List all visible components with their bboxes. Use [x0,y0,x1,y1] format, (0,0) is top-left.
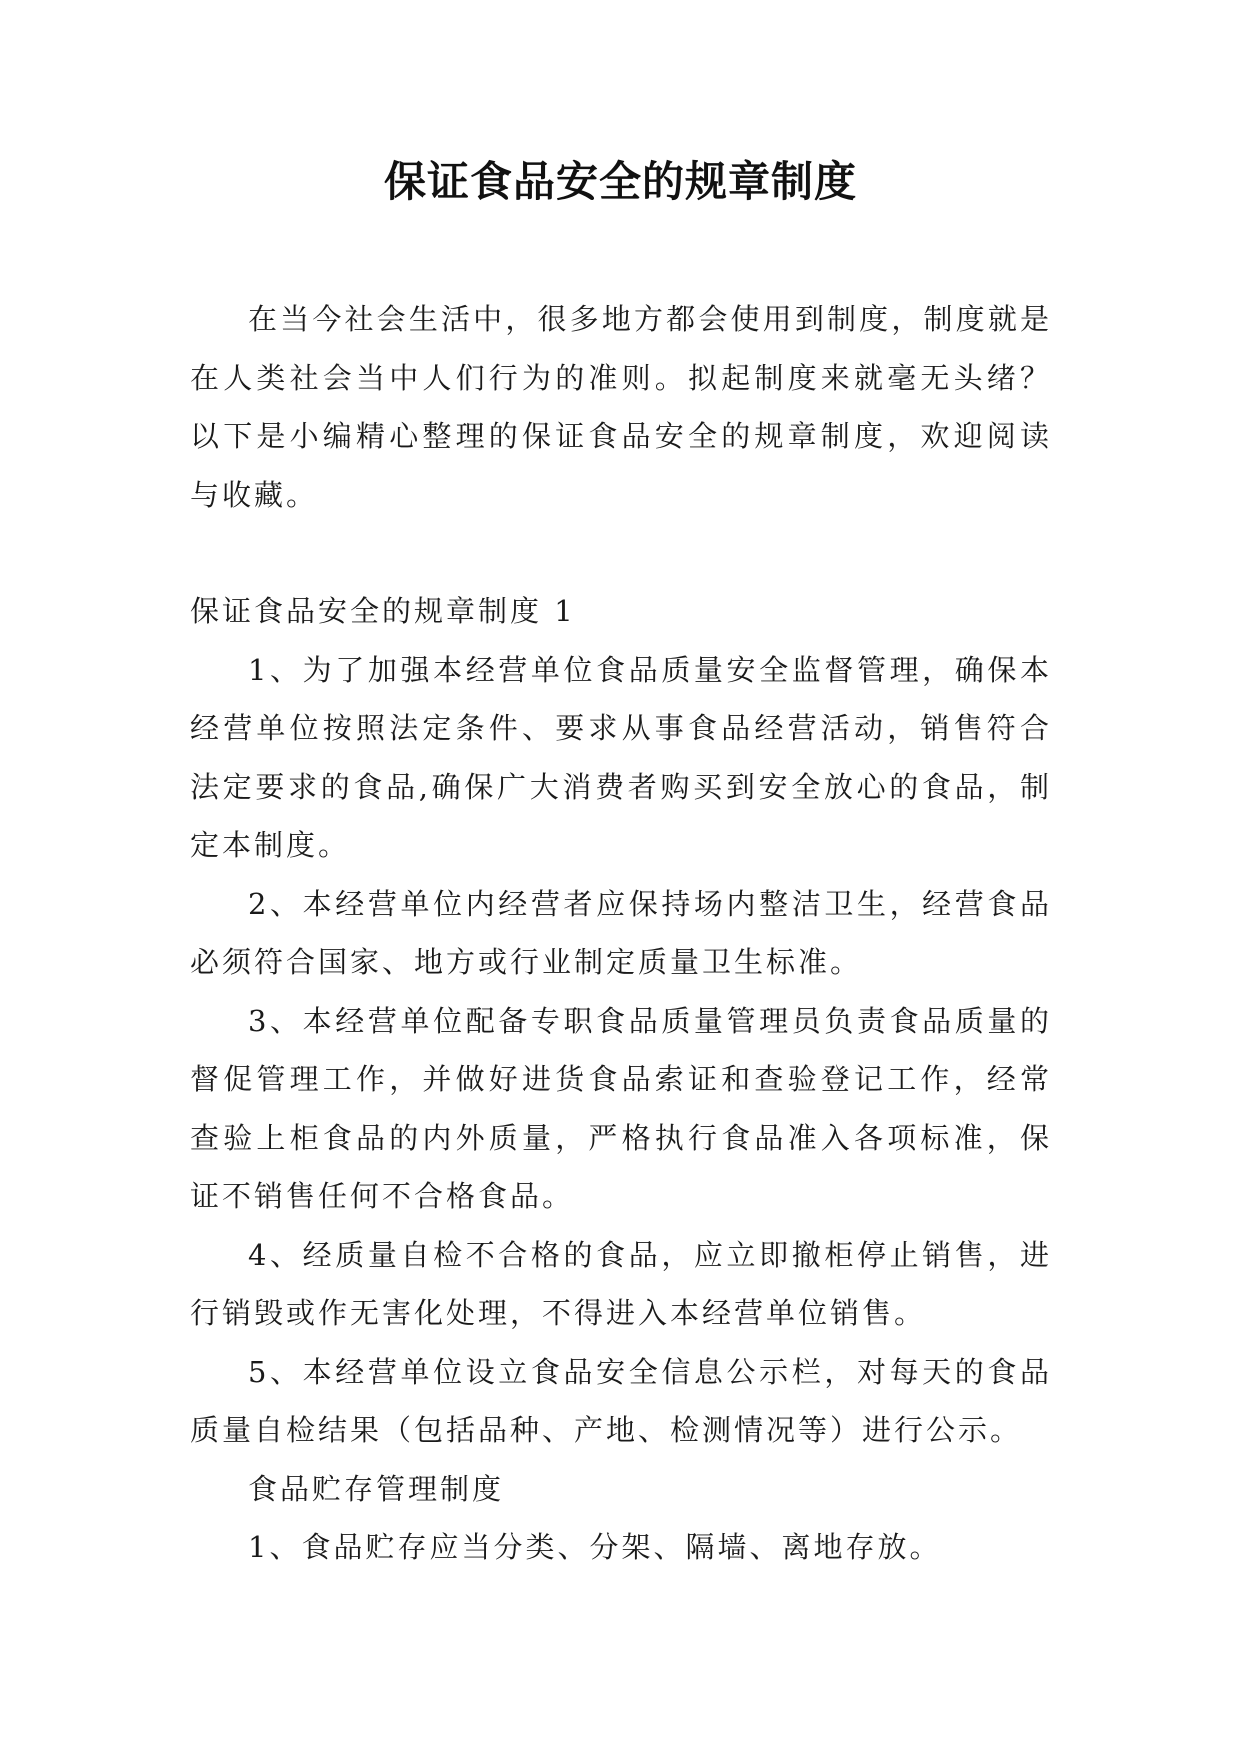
document-title: 保证食品安全的规章制度 [383,157,857,206]
storage-item-1: 1、食品贮存应当分类、分架、隔墙、离地存放。 [248,1530,942,1564]
document-body [190,290,1052,1577]
rule-item-3: 3、本经营单位配备专职食品质量管理员负责食品质量的督促管理工作，并做好进货食品索证和查验登记工作，经常查验上柜食品的内外质量，严格执行食品准入各项标准，保证不销售任何不合格食品。 [190,1003,1052,1213]
rule-item-5: 5、本经营单位设立食品安全信息公示栏，对每天的食品质量自检结果（包括品种、产地、检测情况等）进行公示。 [190,1354,1052,1447]
sub-heading: 食品贮存管理制度 [248,1471,505,1506]
rule-item-4: 4、经质量自检不合格的食品，应立即撤柜停止销售，进行销毁或作无害化处理，不得进入本经营单位销售。 [190,1237,1052,1330]
section-heading: 保证食品安全的规章制度 1 [190,594,576,628]
rule-item-1: 1、为了加强本经营单位食品质量安全监督管理，确保本经营单位按照法定条件、要求从事食品经营活动，销售符合法定要求的食品,确保广大消费者购买到安全放心的食品，制定本制度。 [190,652,1052,862]
paragraph-spacer [190,524,1052,582]
rule-item-2: 2、本经营单位内经营者应保持场内整洁卫生，经营食品必须符合国家、地方或行业制定质量卫生标准。 [190,886,1052,979]
intro-paragraph: 在当今社会生活中，很多地方都会使用到制度，制度就是在人类社会当中人们行为的准则。拟起制度来就毫无头绪？以下是小编精心整理的保证食品安全的规章制度，欢迎阅读与收藏。 [190,302,1052,512]
